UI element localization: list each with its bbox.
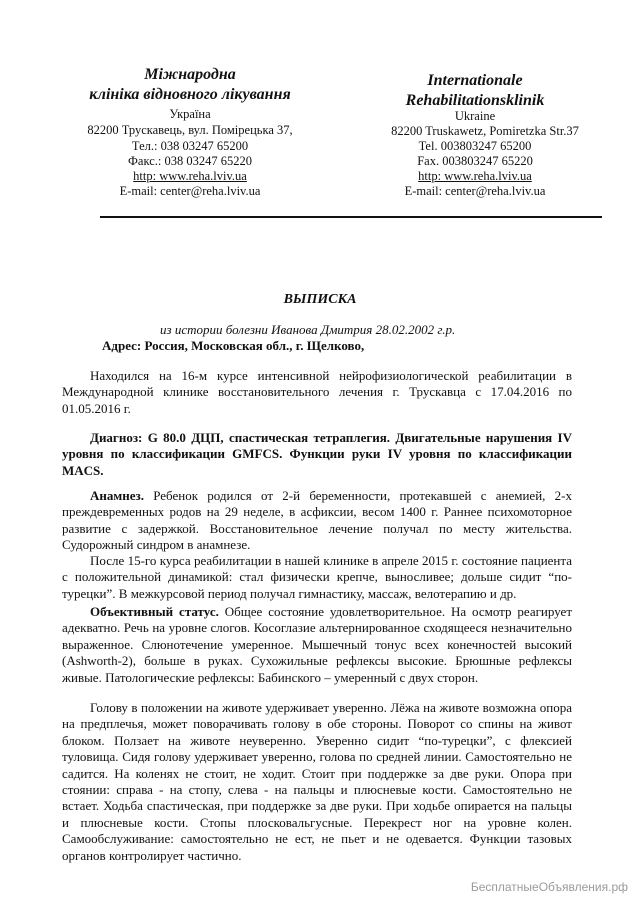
clinic-web-link-de[interactable]: http: www.reha.lviv.ua [418, 169, 532, 183]
clinic-name-de-line1: Internationale [427, 72, 523, 89]
diagnosis-paragraph: Диагноз: G 80.0 ДЦП, спастическая тетраплегия. Двигательные нарушения IV уровня по классификации GMFCS. Функции руки IV уровня по классификации MACS. [62, 430, 572, 478]
motor-function-paragraph: Голову в положении на животе удерживает уверенно. Лёжа на животе возможна опора на предплечья, может поворачивать голову в обе стороны. Поворот со спины на живот блоком. Ползает на животе неуверенно. Уверенно сидит “по-турецки”, с флексией туловища. Сидя голову удерживает уверенно, голова по средней линии. Самостоятельно не садится. На коленях не стоит, не ходит. Стоит при поддержке за две руки. Опора при стоянии: справа - на стопу, слева - на пальцы и плюсневые кости. Самостоятельно не встает. Ходьба спастическая, при поддержке за две руки. При ходьбе опирается на пальцы и плюсневые кости. Стопы плосковальгусные. Перекрест ног на уровне колен. Самообслуживание: самостоятельно не ест, не пьет и не одевается. Функции тазовых органов контролирует частично. [62, 700, 572, 863]
objective-status-label: Объективный статус. [90, 604, 219, 619]
header-divider [100, 216, 602, 218]
anamnesis-text: Ребенок родился от 2-й беременности, протекавшей с анемией, 2-х преждевременных родов на 29 неделе, в асфиксии, весом 1400 г. Раннее психомоторное развитие с задержкой. Восстановительное лечение получал по месту жительства. Судорожный синдром в анамнезе. [62, 488, 572, 553]
objective-status-paragraph [62, 604, 572, 686]
anamnesis-paragraph-2: После 15-го курса реабилитации в нашей клинике в апреле 2015 г. состояние пациента с положительной динамикой: стал физически крепче, выносливее; дольше сидит “по-турецки”. В межкурсовой период получал гимнастику, массаж, велотерапию и др. [62, 553, 572, 601]
clinic-email-ua[interactable]: E-mail: center@reha.lviv.ua [119, 184, 261, 198]
anamnesis-paragraph [62, 488, 572, 554]
clinic-name-de-line2: Rehabilitationsklinik [405, 92, 545, 109]
clinic-email-de[interactable]: E-mail: center@reha.lviv.ua [404, 184, 546, 198]
anamnesis-label: Анамнез. [90, 488, 144, 503]
watermark: БесплатныеОбъявления.рф [470, 880, 628, 894]
document-subtitle: из истории болезни Иванова Дмитрия 28.02.2002 г.р. [160, 322, 456, 337]
objective-status-text: Общее состояние удовлетворительное. На осмотр реагирует адекватно. Речь на уровне слогов. Косоглазие альтернированное сходящееся незначительно выраженное. Слюнотечение умеренное. Мышечный тонус всех конечностей высокий (Ashworth-2), больше в руках. Сухожильные рефлексы высокие. Брюшные рефлексы живые. Патологические рефлексы: Бабинского – умеренный с двух сторон. [62, 604, 572, 685]
clinic-address-de: 82200 Truskawetz, Pomiretzka Str.37 [391, 124, 579, 138]
clinic-name-ua-line2: клініка відновного лікування [89, 86, 291, 103]
clinic-fax-de: Fax. 003803247 65220 [417, 154, 533, 168]
clinic-phone-ua: Тел.: 038 03247 65200 [131, 139, 249, 153]
clinic-address-ua: 82200 Трускавець, вул. Помірецька 37, [87, 123, 293, 137]
clinic-name-ua-line1: Міжнародна [144, 66, 236, 83]
clinic-country-de: Ukraine [454, 109, 496, 123]
clinic-phone-de: Tel. 003803247 65200 [418, 139, 532, 153]
clinic-web-link-ua[interactable]: http: www.reha.lviv.ua [133, 169, 247, 183]
clinic-fax-ua: Факс.: 038 03247 65220 [128, 154, 252, 168]
document-title: ВЫПИСКА [283, 292, 357, 307]
patient-address: Адрес: Россия, Московская обл., г. Щелково, [102, 338, 365, 353]
clinic-country-ua: Україна [169, 107, 211, 121]
intro-paragraph: Находился на 16-м курсе интенсивной нейрофизиологической реабилитации в Международной клинике восстановительного лечения г. Трускавца с 17.04.2016 по 01.05.2016 г. [62, 368, 572, 416]
